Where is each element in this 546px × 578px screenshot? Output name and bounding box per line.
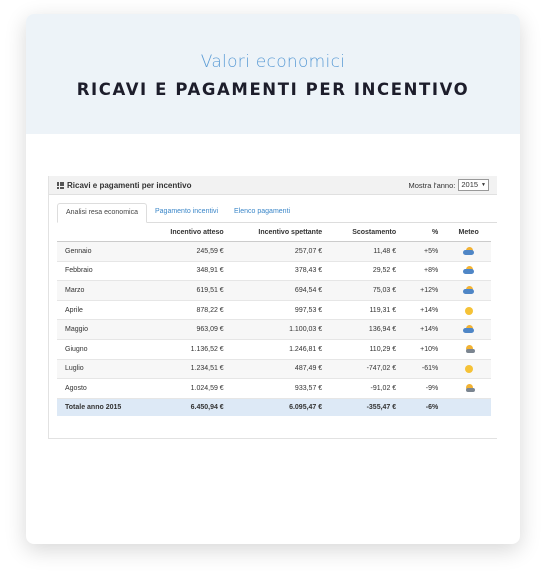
atteso-cell: 619,51 € (146, 281, 232, 301)
meteo-cell (446, 300, 491, 320)
hero-subtitle: Valori economici (200, 52, 346, 72)
cloud-shape (463, 328, 474, 333)
card (26, 14, 520, 544)
percent-cell: +14% (404, 300, 446, 320)
table-row (57, 261, 491, 281)
sun-grey-cloud-icon (463, 345, 475, 354)
table-row (57, 379, 491, 399)
meteo-cell (446, 339, 491, 359)
sun-cloud-icon (463, 325, 475, 334)
tab-bar (57, 203, 497, 223)
panel-title: Ricavi e pagamenti per incentivo (67, 180, 192, 190)
table-row (57, 339, 491, 359)
spettante-cell: 1.100,03 € (232, 320, 330, 340)
percent-cell: -9% (404, 379, 446, 399)
header-percent: % (404, 223, 446, 242)
dropdown-caret-icon: ▼ (481, 182, 486, 188)
year-selector (408, 179, 489, 191)
sun-grey-cloud-icon (463, 384, 475, 393)
total-atteso: 6.450,94 € (146, 398, 232, 416)
month-cell: Luglio (57, 359, 146, 379)
table-row (57, 300, 491, 320)
meteo-cell (446, 379, 491, 399)
cloud-shape (466, 349, 475, 353)
incentive-panel (48, 176, 497, 439)
hero-title: RICAVI E PAGAMENTI PER INCENTIVO (76, 80, 470, 99)
tab-pagamento-incentivi[interactable]: Pagamento incentivi (154, 208, 219, 215)
month-cell: Aprile (57, 300, 146, 320)
sun-cloud-icon (463, 247, 475, 256)
incentive-table (57, 223, 491, 416)
scostamento-cell: -747,02 € (330, 359, 404, 379)
sun-cloud-icon (463, 286, 475, 295)
percent-cell: -61% (404, 359, 446, 379)
atteso-cell: 878,22 € (146, 300, 232, 320)
hero-banner (26, 14, 520, 134)
month-cell: Agosto (57, 379, 146, 399)
tab-elenco-pagamenti[interactable]: Elenco pagamenti (234, 208, 291, 215)
meteo-cell (446, 242, 491, 262)
month-cell: Gennaio (57, 242, 146, 262)
spettante-cell: 694,54 € (232, 281, 330, 301)
header-incentivo-spettante: Incentivo spettante (232, 223, 330, 242)
header-meteo: Meteo (446, 223, 491, 242)
atteso-cell: 1.234,51 € (146, 359, 232, 379)
scostamento-cell: 136,94 € (330, 320, 404, 340)
meteo-cell (446, 281, 491, 301)
year-label: Mostra l'anno: (408, 180, 456, 190)
header-incentivo-atteso: Incentivo atteso (146, 223, 232, 242)
header-month (57, 223, 146, 242)
total-row (57, 398, 491, 416)
table-grid-icon (57, 182, 64, 189)
sun-shape (465, 365, 473, 373)
cloud-shape (466, 388, 475, 392)
spettante-cell: 1.246,81 € (232, 339, 330, 359)
atteso-cell: 245,59 € (146, 242, 232, 262)
month-cell: Marzo (57, 281, 146, 301)
sun-icon (463, 364, 475, 373)
total-spettante: 6.095,47 € (232, 398, 330, 416)
panel-header (49, 176, 497, 195)
scostamento-cell: 29,52 € (330, 261, 404, 281)
month-cell: Febbraio (57, 261, 146, 281)
year-value: 2015 (461, 180, 479, 189)
month-cell: Maggio (57, 320, 146, 340)
cloud-shape (463, 269, 474, 274)
table-row (57, 359, 491, 379)
meteo-cell (446, 261, 491, 281)
percent-cell: +14% (404, 320, 446, 340)
meteo-cell (446, 320, 491, 340)
total-meteo (446, 398, 491, 416)
cloud-shape (463, 250, 474, 255)
spettante-cell: 997,53 € (232, 300, 330, 320)
scostamento-cell: -91,02 € (330, 379, 404, 399)
spettante-cell: 487,49 € (232, 359, 330, 379)
atteso-cell: 1.136,52 € (146, 339, 232, 359)
sun-cloud-icon (463, 266, 475, 275)
atteso-cell: 963,09 € (146, 320, 232, 340)
spettante-cell: 378,43 € (232, 261, 330, 281)
header-scostamento: Scostamento (330, 223, 404, 242)
table-header-row (57, 223, 491, 242)
total-label: Totale anno 2015 (57, 398, 146, 416)
atteso-cell: 1.024,59 € (146, 379, 232, 399)
sun-icon (463, 306, 475, 315)
table-row (57, 281, 491, 301)
spettante-cell: 933,57 € (232, 379, 330, 399)
meteo-cell (446, 359, 491, 379)
table-row (57, 320, 491, 340)
scostamento-cell: 110,29 € (330, 339, 404, 359)
percent-cell: +12% (404, 281, 446, 301)
year-select[interactable] (458, 179, 489, 191)
total-percent: -6% (404, 398, 446, 416)
sun-shape (465, 307, 473, 315)
tab-analisi-resa[interactable]: Analisi resa economica (57, 203, 147, 223)
month-cell: Giugno (57, 339, 146, 359)
percent-cell: +8% (404, 261, 446, 281)
percent-cell: +5% (404, 242, 446, 262)
scostamento-cell: 11,48 € (330, 242, 404, 262)
percent-cell: +10% (404, 339, 446, 359)
total-scostamento: -355,47 € (330, 398, 404, 416)
table-row (57, 242, 491, 262)
atteso-cell: 348,91 € (146, 261, 232, 281)
scostamento-cell: 119,31 € (330, 300, 404, 320)
scostamento-cell: 75,03 € (330, 281, 404, 301)
cloud-shape (463, 289, 474, 294)
spettante-cell: 257,07 € (232, 242, 330, 262)
